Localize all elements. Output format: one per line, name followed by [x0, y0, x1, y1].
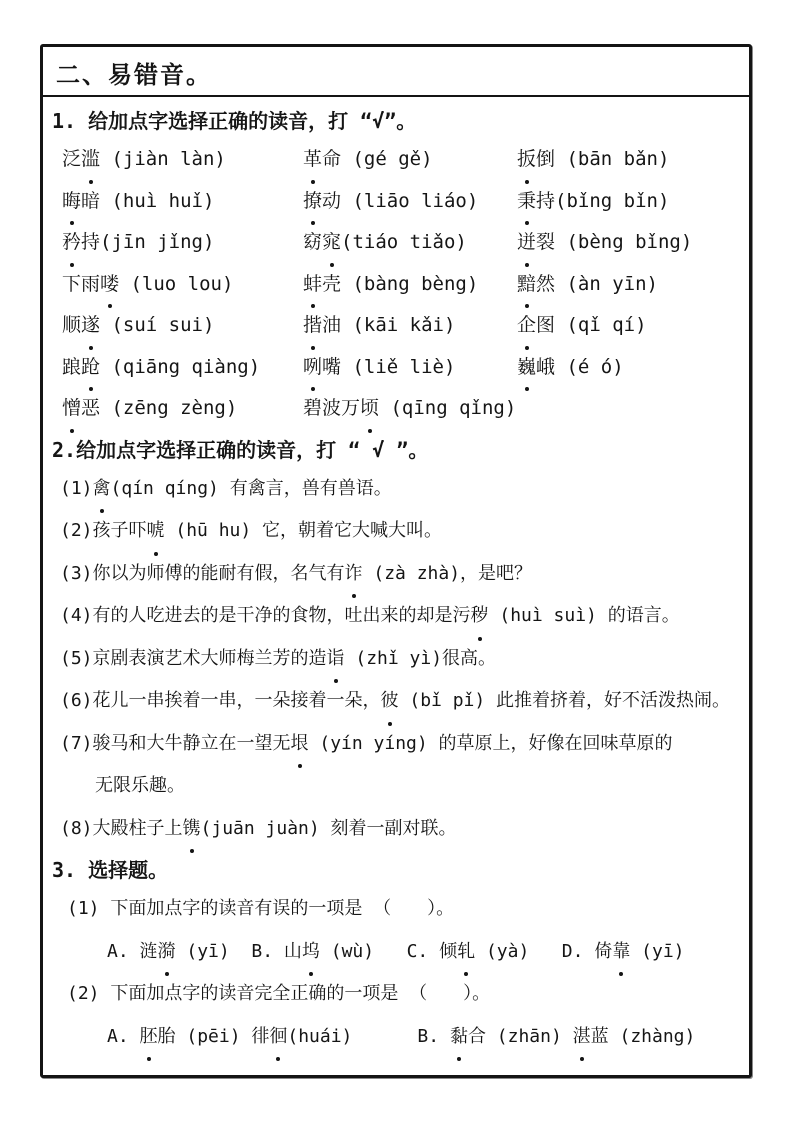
- sentence-item-7-continuation: 无限乐趣。: [95, 775, 185, 796]
- choice-question-2-options: A. 胚胎 (pēi) 徘徊(huái) B. 黏合 (zhān) 湛蓝 (zhàng): [49, 1016, 741, 1059]
- worksheet-frame: [40, 44, 752, 1078]
- worksheet-content: [43, 97, 749, 1058]
- emphasis-dot-char: 迸: [517, 222, 536, 264]
- word-item: 揩油 (kāi kǎi): [303, 305, 517, 347]
- emphasis-dot-char: 秽: [471, 595, 489, 638]
- emphasis-dot-char: 喽: [100, 264, 119, 306]
- emphasis-dot-char: 革: [303, 139, 322, 181]
- word-item: 黯然 (àn yīn): [517, 264, 741, 306]
- sentence-item-7: (7)骏马和大牛静立在一望无垠 (yín yíng) 的草原上，好像在回味草原的: [49, 723, 741, 766]
- word-item: 窈窕(tiáo tiǎo): [303, 222, 517, 264]
- emphasis-dot-char: 彼: [381, 680, 399, 723]
- sentence-item-5: (5)京剧表演艺术大师梅兰芳的造诣 (zhǐ yì)很高。: [49, 638, 741, 681]
- word-item: 踉跄 (qiāng qiàng): [62, 347, 303, 389]
- sentence-item-8: (8)大殿柱子上镌(juān juàn) 刻着一副对联。: [49, 808, 741, 851]
- emphasis-dot-char: 撩: [303, 181, 322, 223]
- word-item: [517, 388, 741, 430]
- sentence-item-6: (6)花儿一串挨着一串，一朵接着一朵，彼 (bǐ pǐ) 此推着挤着，好不活泼热闹。: [49, 680, 741, 723]
- word-item: 巍峨 (é ó): [517, 347, 741, 389]
- word-item: 咧嘴 (liě liè): [303, 347, 517, 389]
- word-item: 矜持(jīn jǐng): [62, 222, 303, 264]
- emphasis-dot-char: 矜: [62, 222, 81, 264]
- emphasis-dot-char: 湛: [573, 1016, 591, 1059]
- word-grid: [49, 139, 741, 430]
- emphasis-dot-char: 轧: [457, 931, 475, 974]
- emphasis-dot-char: 遂: [81, 305, 100, 347]
- emphasis-dot-char: 唬: [147, 510, 165, 553]
- word-item: 秉持(bǐng bǐn): [517, 181, 741, 223]
- emphasis-dot-char: 揩: [303, 305, 322, 347]
- word-item: 蚌壳 (bàng bèng): [303, 264, 517, 306]
- word-item: 迸裂 (bèng bǐng): [517, 222, 741, 264]
- emphasis-dot-char: 蚌: [303, 264, 322, 306]
- choice-question-1: (1) 下面加点字的读音有误的一项是 （ ）。: [67, 898, 455, 919]
- emphasis-dot-char: 秉: [517, 181, 536, 223]
- word-item: 顺遂 (suí sui): [62, 305, 303, 347]
- page-title: 二、易错音。: [43, 47, 749, 97]
- sentence-item-2: (2)孩子吓唬 (hū hu) 它，朝着它大喊大叫。: [49, 510, 741, 553]
- emphasis-dot-char: 胚: [140, 1016, 158, 1059]
- word-item: 晦暗 (huì huǐ): [62, 181, 303, 223]
- emphasis-dot-char: 窕: [322, 222, 341, 264]
- word-item: 泛滥 (jiàn làn): [62, 139, 303, 181]
- sentence-item-4: (4)有的人吃进去的是干净的食物，吐出来的却是污秽 (huì suì) 的语言。: [49, 595, 741, 638]
- word-item: 扳倒 (bān bǎn): [517, 139, 741, 181]
- emphasis-dot-char: 坞: [302, 931, 320, 974]
- question2-heading: 2.给加点字选择正确的读音，打 “ √ ”。: [52, 437, 429, 462]
- choice-question-1-options: A. 涟漪 (yī) B. 山坞 (wù) C. 倾轧 (yà) D. 倚靠 (yī): [49, 931, 741, 974]
- emphasis-dot-char: 禽: [93, 468, 111, 511]
- emphasis-dot-char: 企: [517, 305, 536, 347]
- emphasis-dot-char: 晦: [62, 181, 81, 223]
- emphasis-dot-char: 跄: [81, 347, 100, 389]
- emphasis-dot-char: 滥: [81, 139, 100, 181]
- emphasis-dot-char: 咧: [303, 347, 322, 389]
- emphasis-dot-char: 漪: [158, 931, 176, 974]
- emphasis-dot-char: 靠: [612, 931, 630, 974]
- emphasis-dot-char: 诈: [345, 553, 363, 596]
- word-item: 碧波万顷 (qīng qǐng): [303, 388, 517, 430]
- word-item: 企图 (qǐ qí): [517, 305, 741, 347]
- emphasis-dot-char: 巍: [517, 347, 536, 389]
- word-item: 撩动 (liāo liáo): [303, 181, 517, 223]
- emphasis-dot-char: 憎: [62, 388, 81, 430]
- emphasis-dot-char: 顷: [360, 388, 379, 430]
- emphasis-dot-char: 扳: [517, 139, 536, 181]
- emphasis-dot-char: 黯: [517, 264, 536, 306]
- sentence-item-1: (1)禽(qín qíng) 有禽言，兽有兽语。: [49, 468, 741, 511]
- emphasis-dot-char: 垠: [291, 723, 309, 766]
- emphasis-dot-char: 黏: [450, 1016, 468, 1059]
- emphasis-dot-char: 徊: [269, 1016, 287, 1059]
- word-item: 下雨喽 (luo lou): [62, 264, 303, 306]
- choice-question-2: (2) 下面加点字的读音完全正确的一项是 （ ）。: [67, 983, 491, 1004]
- question3-heading: 3. 选择题。: [52, 858, 169, 882]
- emphasis-dot-char: 诣: [327, 638, 345, 681]
- question1-heading: 1. 给加点字选择正确的读音，打 “√”。: [52, 109, 417, 133]
- word-item: 憎恶 (zēng zèng): [62, 388, 303, 430]
- word-item: 革命 (gé gě): [303, 139, 517, 181]
- emphasis-dot-char: 镌: [183, 808, 201, 851]
- sentence-item-3: (3)你以为师傅的能耐有假，名气有诈 (zà zhà)，是吧？: [49, 553, 741, 596]
